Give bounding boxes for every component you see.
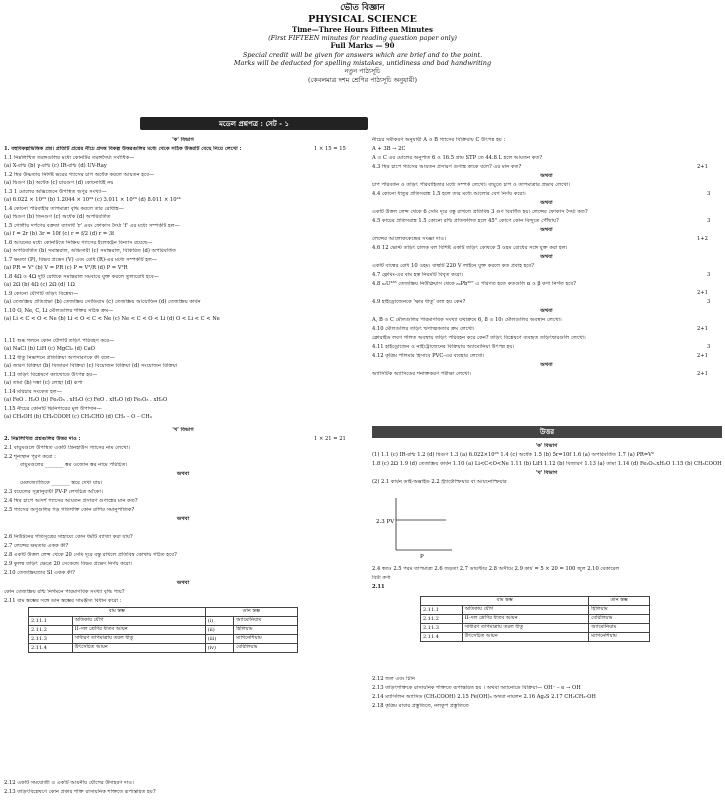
text-line: (a) দ্বিগুণ (b) তিনগুণ (c) অর্ধেক (d) অপরিবর্তিত bbox=[4, 214, 111, 220]
text-line: 2.4 স্বতঃ 2.5 পরম তাপমাত্রা 2.6 জড়তা 2.7 ডায়প্টার 2.8 অসীমে 2.9 কার্য = 5 × 20 = 100 জুল 2.10 বেকারেল bbox=[372, 566, 620, 572]
table-row bbox=[29, 626, 298, 635]
text-line: 4.6 12 ভোল্ট তড়িৎ চালক বল বিশিষ্ট একটি তড়িৎ কোষকে 5 ওহম রোধের সঙ্গে যুক্ত করা হল। bbox=[372, 245, 568, 251]
table-cell: বেরিলিয়াম bbox=[234, 644, 298, 653]
text-line: 4.9 হাইড্রোজেনকে 'ক্ষার ধাতু' বলা হয় কেন? bbox=[372, 299, 466, 305]
table-cell: উৎসেচিত আয়ন bbox=[462, 633, 589, 642]
text-line: 2.11 bbox=[372, 584, 385, 590]
section-heading: অথবা bbox=[540, 308, 553, 314]
text-line: 2.4 স্থির চাপে আদর্শ গ্যাসের আয়তন প্রসারণ গুণাঙ্কের মান কত? bbox=[4, 498, 138, 504]
left-match-table bbox=[28, 607, 298, 653]
text-line: 4.10 মৌলগুলির তড়িৎ ঋণাত্মকতার ক্রম লেখো। bbox=[372, 326, 475, 332]
section-heading: অথবা bbox=[540, 254, 553, 260]
text-line: 1.6 আয়নের মধ্যে কোনটিতে নিষ্ক্রিয় গ্যাসের ইলেকট্রন বিন্যাস রয়েছে— bbox=[4, 240, 153, 246]
text-line: (a) X-রশ্মি (b) γ-রশ্মি (c) IR-রশ্মি (d) UV-Ray bbox=[4, 163, 107, 169]
table-cell: ম্যাগনেশিয়াম bbox=[234, 635, 298, 644]
text-line: (a) f = 2r (b) 3r = 10f (c) r = f/2 (d) r = 3f bbox=[4, 231, 115, 237]
text-line: (1) 1.1 (c) IR-রশ্মি 1.2 (d) দ্বিগুণ 1.3 (a) 6.022×10²³ 1.4 (c) অর্ধেক 1.5 (b) 5r=10f 1.6 (a) অপরিবর্তিত 1.7 (a) PR=V² bbox=[372, 452, 654, 458]
table-cell: (iii) bbox=[205, 635, 234, 644]
text-line: 2+1 bbox=[697, 164, 708, 170]
table-cell: 2.11.1 bbox=[421, 606, 463, 615]
table-cell: 2.11.2 bbox=[421, 615, 463, 624]
table-cell: বেরিলিয়াম bbox=[589, 615, 650, 624]
text-line: অ্যাসিটিক অ্যাসিডের শনাক্তকরণ পরীক্ষা লেখো। bbox=[372, 371, 471, 377]
table-cell: অ্যামোনিয়াম bbox=[589, 624, 650, 633]
table-row bbox=[421, 624, 650, 633]
text-line: 2.2 শূন্যস্থান পূরণ করো : bbox=[4, 454, 56, 460]
section-heading: 'খ' বিভাগ bbox=[172, 427, 194, 433]
text-line: 2.18 কৃত্রিম রাবার প্রস্তুতিতে, নলকূপ প্রস্তুতিতে bbox=[372, 703, 469, 709]
text-line: বায়ুমণ্ডলের _______ স্তর ওজোন স্তর নামে পরিচিত। bbox=[20, 462, 128, 468]
set-banner: মডেল প্রশ্নপত্র : সেট - ১ bbox=[140, 117, 368, 130]
full-marks: Full Marks — 90 bbox=[330, 41, 395, 51]
reading-time: (First FIFTEEN minutes for reading question paper only) bbox=[268, 34, 457, 43]
table-row bbox=[421, 606, 650, 615]
text-line: 2.13 তড়িৎবিশ্লেষণে কোন প্রকার শক্তি রাসায়নিক শক্তিতে রূপান্তরিত হয়? bbox=[4, 789, 156, 795]
table-cell: 2.11.3 bbox=[29, 635, 73, 644]
text-line: 1 × 21 = 21 bbox=[314, 436, 346, 442]
text-line: 4.11 হাইড্রোজেন ও নাইট্রোজেনের বিক্রিয়ায় অ্যামোনিয়া উৎপন্ন হয়। bbox=[372, 344, 515, 350]
text-line: 1.2 স্থির উষ্ণতায় নির্দিষ্ট ভরের গ্যাসের চাপ অর্ধেক করলে আয়তন হবে— bbox=[4, 172, 155, 178]
text-line: 1.14 মরিচার সংকেত হল— bbox=[4, 389, 62, 395]
text-line: (a) PR = V² (b) V = PR (c) P = V²/R (d) P = V²R bbox=[4, 265, 128, 271]
text-line: 2.11 বাম স্তম্ভের সঙ্গে ডান স্তম্ভের সামঞ্জস্য বিধান করো : bbox=[4, 598, 122, 604]
text-line: নীচের সমীকরণ অনুযায়ী A ও B গ্যাসের বিক্রিয়ায় C উৎপন্ন হয় : bbox=[372, 137, 506, 143]
table-header-cell: ডান স্তম্ভ bbox=[589, 597, 650, 606]
text-line: 2.12 জল এবং চিনি bbox=[372, 676, 415, 682]
text-line: 2.3 বয়েলের সূত্রানুযায়ী PV-P লেখচিত্র আঁকো। bbox=[4, 489, 103, 495]
table-cell: (iv) bbox=[205, 644, 234, 653]
text-line: 4.12 কৃত্রিম পলিমার হিসাবে PVC-এর ব্যবহার লেখো। bbox=[372, 353, 485, 359]
table-cell: অ্যামোনিয়াম bbox=[234, 617, 298, 626]
text-line: 2+1 bbox=[697, 290, 708, 296]
text-line: 3 bbox=[707, 191, 711, 197]
text-line: 1.11 শুষ্ক গলনে কোন যৌগটি তড়িৎ পরিবহণ করে— bbox=[4, 338, 115, 344]
table-header-cell: ডান স্তম্ভ bbox=[205, 608, 297, 617]
note-credit: Special credit will be given for answers which are brief and to the point. bbox=[242, 51, 483, 60]
section-heading: অথবা bbox=[540, 173, 553, 179]
bengali-title: ভৌত বিজ্ঞান bbox=[340, 3, 385, 13]
text-line: 1.13 তড়িৎ বিশ্লেষণে ক্যাথোডে উৎপন্ন হয়— bbox=[4, 372, 98, 378]
text-line: কোন তেজস্ক্রিয় রশ্মি নির্গমনে পারমাণবিক সংখ্যা বৃদ্ধি পায়? bbox=[4, 589, 125, 595]
text-line: ক্লোরাইড লবণ গলিত অবস্থায় তড়িৎ পরিবহন করে কেন? তড়িৎ বিশ্লেষণে ব্যবহৃত তড়িৎদ্বারগুলি লেখো। bbox=[372, 335, 586, 341]
table-row bbox=[421, 615, 650, 624]
table-cell: 2.11.1 bbox=[29, 617, 73, 626]
table-cell: 2.11.3 bbox=[421, 624, 463, 633]
section-heading: 'ক' বিভাগ bbox=[535, 443, 558, 449]
text-line: (a) জারণ বিক্রিয়া (b) বিজারণ বিক্রিয়া (c) বিয়োজন বিক্রিয়া (d) সংযোজন বিক্রিয়া bbox=[4, 363, 178, 369]
syllabus-line-1: নতুন পাঠ্যসূচি bbox=[344, 67, 381, 76]
right-match-table bbox=[420, 596, 650, 642]
text-line: 2.10 তেজস্ক্রিয়তার SI একক কী? bbox=[4, 570, 75, 576]
graph-ylabel: 2.3 PV bbox=[376, 519, 395, 525]
text-line: 1.9 কোনো যৌগটি তড়িৎ বিশ্লেষ্য— bbox=[4, 291, 79, 297]
section-heading: অথবা bbox=[540, 227, 553, 233]
text-line: 2.6 নিউটনের গতিসূত্রের সাহায্যে কোন ধর্মটি ব্যাখ্যা করা যায়? bbox=[4, 534, 133, 540]
table-cell: 2.11.2 bbox=[29, 626, 73, 635]
text-line: 3 bbox=[707, 299, 711, 305]
text-line: 3 bbox=[707, 218, 711, 224]
text-line: 2.14 ম্যাসিলিন অ্যাসিড (CH₃COOH) 2.15 Fe(OH)₃ অথবা নায়লন 2.16 Ag₂S 2.17 CH₂CH₂-OH bbox=[372, 694, 596, 700]
section-heading: অথবা bbox=[540, 362, 553, 368]
table-cell: ম্যাগনেশিয়াম bbox=[589, 633, 650, 642]
section-heading: অথবা bbox=[540, 200, 553, 206]
section-heading: 'খ' বিভাগ bbox=[535, 470, 558, 476]
table-row bbox=[29, 617, 298, 626]
text-line: 2+1 bbox=[697, 326, 708, 332]
graph-xlabel: P bbox=[420, 554, 424, 560]
text-line: 2. নিম্নলিখিত প্রশ্নগুলির উত্তর দাও : bbox=[4, 436, 81, 442]
text-line: 1.8 (c) 2Ω 1.9 (d) তেজস্ক্রিয় কার্বন 1.10 (a) Li<C<O<Ne 1.11 (b) LiH 1.12 (b) বিজারণ 1.13 (a) তামা 1.14 (d) Fe₂O₃.xH₂O 1.15 (b) CH₃COOH bbox=[372, 461, 722, 467]
text-line: 1.1 নিম্নলিখিত তরঙ্গগুলির মধ্যে কোনটির তরঙ্গদৈর্ঘ্য সর্বাধিক— bbox=[4, 155, 135, 161]
text-line: 1+2 bbox=[697, 236, 708, 242]
table-cell: হিলিয়াম bbox=[589, 606, 650, 615]
table-header-row bbox=[29, 608, 298, 617]
pv-graph bbox=[376, 490, 456, 562]
text-line: (a) CH₃OH (b) CH₃COOH (c) CH₃CHO (d) CH₃ – O – CH₃ bbox=[4, 414, 152, 420]
table-cell: অতিকায় যৌগ bbox=[462, 606, 589, 615]
text-line: (2) 2.1 কার্বন ডাই-অক্সাইড 2.2 স্ট্র্যাটোস্ফিয়ার বা আয়নোস্ফিয়ার bbox=[372, 479, 507, 485]
text-line: (a) NaCl (b) LiH (c) MgCl₂ (d) CaO bbox=[4, 346, 95, 352]
table-cell: হিলিয়াম bbox=[234, 626, 298, 635]
text-line: মেরুজ্যোতিকে _______ স্তরে দেখা যায়। bbox=[20, 480, 103, 486]
exam-header bbox=[0, 3, 725, 84]
note-deduction: Marks will be deducted for spelling mistakes, untidiness and bad handwriting bbox=[233, 59, 492, 68]
text-line: 4.5 কাচের প্রতিসরাঙ্ক 1.5 কোনো রশ্মি প্রতিফলিত হলে 45° কোণে কোন বিন্দুতে পৌঁছায়? bbox=[372, 218, 559, 224]
syllabus-line-2: (কেবলমাত্র দশম শ্রেণির পাঠ্যসূচি অনুযায়ী) bbox=[308, 75, 417, 84]
text-line: (a) 2Ω (b) 4Ω (c) 2Ω (d) 1Ω bbox=[4, 282, 75, 288]
table-cell: II–দল শ্রেণির ধাতব আয়ন bbox=[72, 626, 205, 635]
text-line: 2+1 bbox=[697, 353, 708, 359]
table-cell: উৎসেচিত আয়ন bbox=[72, 644, 205, 653]
text-line: (a) তেজস্ক্রিয় প্রতিপ্রভা (b) তেজস্ক্রিয় সোডিয়াম (c) তেজস্ক্রিয় আয়োডিন (d) তেজস্ক্রিয় কার্বন bbox=[4, 299, 201, 305]
text-line: A + 3B → 2C bbox=[372, 146, 406, 152]
text-line: 2.13 তড়িৎশক্তিকে রাসায়নিক শক্তিতে রূপান্তরিত হয় । অথবা অ্যানোডে বিক্রিয়া— OH⁻ – e → OH bbox=[372, 685, 581, 691]
text-line: 2.5 গ্যাসের অণুগুলির গড় গতিশক্তি কোন রাশির সমানুপাতিক? bbox=[4, 507, 135, 513]
text-line: 1.10 O, Ne, C, Li মৌলগুলির শক্তির সঠিক ক্রম— bbox=[4, 308, 114, 314]
text-line: 2.12 একটি সমযোজী ও একটি আয়নীয় যৌগের উদাহরণ দাও। bbox=[4, 780, 134, 786]
text-line: (a) FeO . H₂O (b) Fe₂O₃ . xH₂O (c) FeO . xH₂O (d) Fe₂O₃ . xH₂O bbox=[4, 397, 168, 403]
section-heading: 'ক' বিভাগ bbox=[172, 137, 194, 143]
paper-time: Time—Three Hours Fifteen Minutes bbox=[291, 24, 434, 34]
table-row bbox=[29, 644, 298, 653]
text-line: 1. বহুবিকল্পভিত্তিক প্রশ্ন। প্রতিটি প্রশ্নের নীচে প্রদত্ত বিকল্প উত্তরগুলির মধ্যে থেকে সঠিক উত্তরটি বেছে নিয়ে লেখো : bbox=[4, 146, 242, 152]
answer-bar: উত্তর bbox=[372, 426, 722, 438]
table-row bbox=[29, 635, 298, 644]
text-line: 2.7 লেন্সের ক্ষমতার একক কী? bbox=[4, 543, 69, 549]
text-line: 1.4 কোনো পরিবাহীর তাপমাত্রা বৃদ্ধি করলে তার রোধাঙ্ক— bbox=[4, 206, 124, 212]
text-line: চাপ পরিবর্তন ও তড়িৎ পরিবাহিতার মধ্যে সম্পর্ক লেখো। বায়ুতে চাপ ও তাপমাত্রার প্রভাব লেখো। bbox=[372, 182, 571, 188]
text-line: 4.7 ফ্লেমিং-এর বাম হস্ত নিয়মটি বিবৃত করো। bbox=[372, 272, 464, 278]
text-line: 2.1 বায়ুমণ্ডলে উপস্থিত একটি গ্রিনহাউস গ্যাসের নাম লেখো। bbox=[4, 445, 130, 451]
table-cell: সাধারণ তাপমাত্রায় তরল ধাতু bbox=[462, 624, 589, 633]
text-line: 1.3 1 মোলের অক্সিজেনে উপস্থিত অণুর সংখ্যা— bbox=[4, 189, 107, 195]
text-line: (a) অপরিবর্তিত (b) সমান্তরাল, অভিসারী (c) সমান্তরাল, বিকিরিত (d) অপরিবর্তিত bbox=[4, 248, 177, 254]
table-cell: II–দল শ্রেণির ধাতব আয়ন bbox=[462, 615, 589, 624]
section-heading: অথবা bbox=[176, 516, 190, 522]
text-line: A, B ও C মৌলগুলির পারমাণবিক সংখ্যা যথাক্রমে 6, 8 ও 10। মৌলগুলির অবস্থান লেখো। bbox=[372, 317, 562, 323]
text-line: একটি বাল্বের রোধ 10 ওহম। বাল্বটি 220 V লাইনে যুক্ত করলে কত প্রবাহ হবে? bbox=[372, 263, 535, 269]
text-line: 4.4 কোনো ধাতুর প্রতিসরাঙ্ক 1.5 হলে তার মধ্যে আলোর বেগ নির্ণয় করো। bbox=[372, 191, 526, 197]
table-header-row bbox=[421, 597, 650, 606]
text-line: 1.8 4Ω ও 4Ω দুটি রোধকে সমান্তরাল সমবায়ে যুক্ত করলে তুল্যরোধ হবে— bbox=[4, 274, 159, 280]
text-line: 1 × 15 = 15 bbox=[314, 146, 346, 152]
table-cell: 2.11.4 bbox=[29, 644, 73, 653]
text-line: 2+1 bbox=[697, 371, 708, 377]
table-cell: (i) bbox=[205, 617, 234, 626]
text-line: 1.15 নীচের কোনটি ভিনিগারের মূল উপাদান— bbox=[4, 406, 102, 412]
text-line: 3 bbox=[707, 272, 711, 278]
text-line: 3 bbox=[707, 344, 711, 350]
table-cell: 2.11.4 bbox=[421, 633, 463, 642]
text-line: (a) তামা (b) দস্তা (c) লোহা (d) রূপা bbox=[4, 380, 83, 386]
text-line: বিটা কণা bbox=[372, 575, 391, 581]
table-cell: সাধারণ তাপমাত্রায় তরল ধাতু bbox=[72, 635, 205, 644]
text-line: (a) দ্বিগুণ (b) অর্ধেক (c) চারগুণ (d) কোনোটিই নয় bbox=[4, 180, 114, 186]
table-cell: অতিকায় যৌগ bbox=[72, 617, 205, 626]
text-line: (a) 6.022 × 10²³ (b) 1.2044 × 10²⁴ (c) 3.011 × 10²³ (d) 8.011 × 10²⁴ bbox=[4, 197, 181, 203]
section-heading: অথবা bbox=[176, 471, 190, 477]
text-line: 4.8 ₉₂U²³⁵ তেজস্ক্রিয় নিউক্লিয়াস থেকে ₈₂Pb²⁰⁷ এ পরিণত হতে কতগুলি α ও β কণা নির্গত হবে? bbox=[372, 281, 577, 287]
text-line: 1.7 ক্ষমতা (P), বিভব প্রভেদ (V) এবং রোধ (R)-এর মধ্যে সম্পর্কটি হল— bbox=[4, 257, 157, 263]
text-line: একটি উত্তল লেন্স থেকে 6 সেমি দূরে বস্তু রাখলে প্রতিবিম্ব 3 গুণ বিবর্ধিত হয়। লেন্সের ফোকাস দৈর্ঘ্য কত? bbox=[372, 209, 588, 215]
table-header-cell: বাম স্তম্ভ bbox=[421, 597, 589, 606]
paper-title: PHYSICAL SCIENCE bbox=[308, 13, 417, 25]
text-line: 2.8 একটি উত্তল লেন্স থেকে 20 সেমি দূরে বস্তু রাখলে প্রতিবিম্ব কোথায় গঠিত হবে? bbox=[4, 552, 177, 558]
text-line: (a) Li < C < O < Ne (b) Li < O < C < Ne (c) Ne < C < O < Li (d) O < Li < C < Ne bbox=[4, 316, 220, 322]
text-line: 4.3 স্থির চাপে গ্যাসের আয়তন প্রসারণ গুণাঙ্ক কাকে বলে? এর মান কত? bbox=[372, 164, 522, 170]
text-line: 2.9 কুলম্ব তড়িৎ ক্ষেত্রে 20 সেকেন্ডে বিভব প্রভেদ নির্ণয় করো। bbox=[4, 561, 133, 567]
table-header-cell: বাম স্তম্ভ bbox=[29, 608, 206, 617]
section-heading: অথবা bbox=[176, 580, 190, 586]
text-line: A ও C এর মোলের অনুপাত 6 ও 16.5 গ্রাম STP তে 44.8 L হলে আয়তন কত? bbox=[372, 155, 543, 161]
text-line: লেন্সের আলোককেন্দ্রের সংজ্ঞা দাও। bbox=[372, 236, 446, 242]
table-cell: (ii) bbox=[205, 626, 234, 635]
text-line: 1.12 ধাতু নিষ্কাশনে প্রতিক্রিয়া অপসারণকে কী বলে— bbox=[4, 355, 115, 361]
text-line: 1.5 গোলীয় দর্পণের বক্রতা ব্যাসার্ধ 'r' এবং ফোকাস দৈর্ঘ্য 'f' এর মধ্যে সম্পর্কটি হল— bbox=[4, 223, 180, 229]
table-row bbox=[421, 633, 650, 642]
